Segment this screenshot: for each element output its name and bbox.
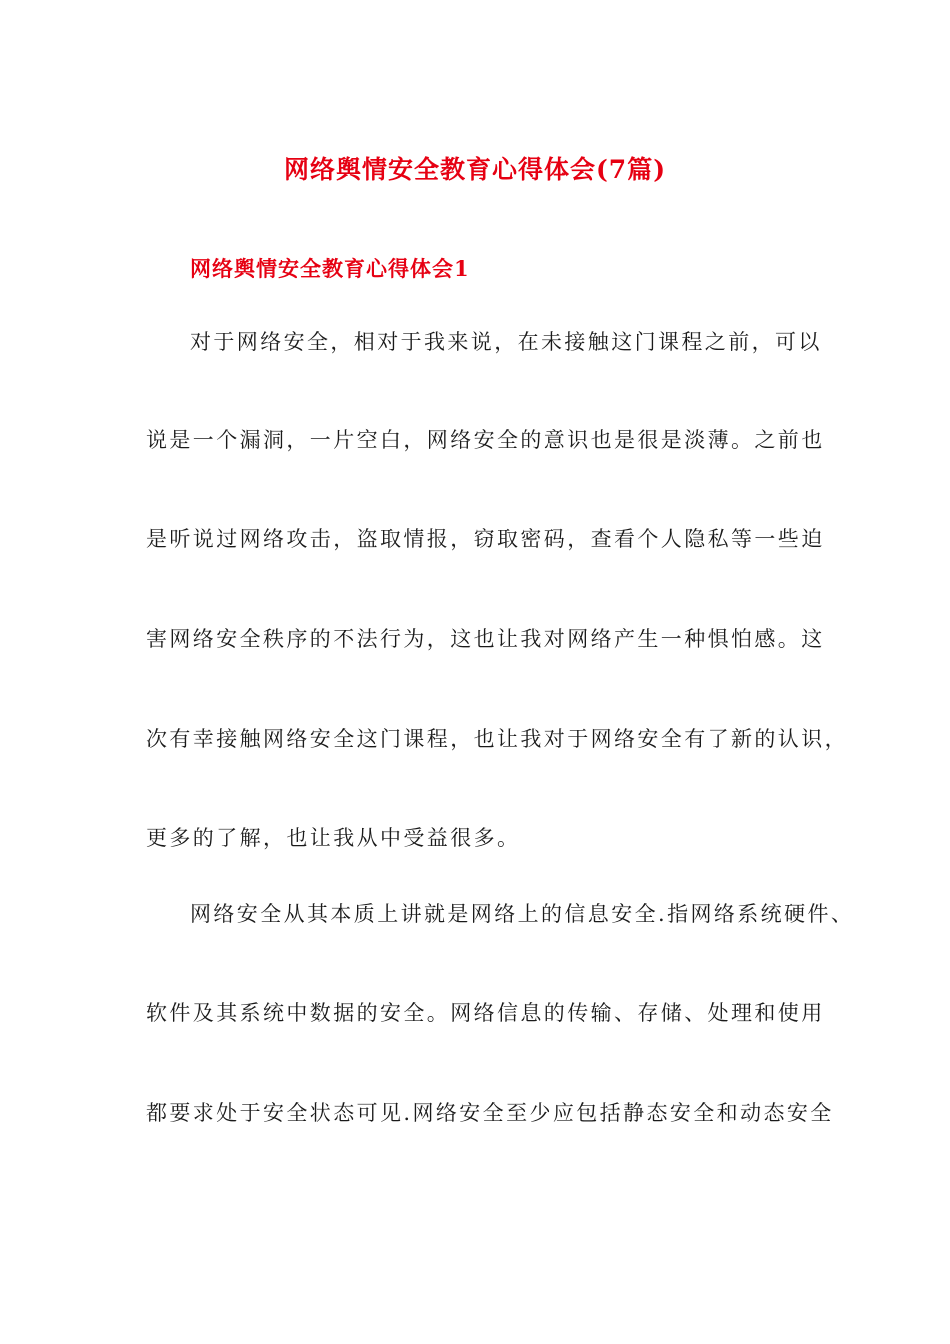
paragraph-line: 对于网络安全，相对于我来说，在未接触这门课程之前，可以 <box>190 330 822 354</box>
paragraph-line: 都要求处于安全状态可见.网络安全至少应包括静态安全和动态安全 <box>146 1101 834 1125</box>
document-title: 网络舆情安全教育心得体会(7篇) <box>283 155 667 184</box>
paragraph-line: 害网络安全秩序的不法行为，这也让我对网络产生一种惧怕感。这 <box>146 627 825 651</box>
section-heading: 网络舆情安全教育心得体会1 <box>190 256 470 281</box>
paragraph-line: 次有幸接触网络安全这门课程，也让我对于网络安全有了新的认识， <box>146 727 848 751</box>
paragraph-line: 是听说过网络攻击，盗取情报，窃取密码，查看个人隐私等一些迫 <box>146 527 825 551</box>
paragraph-line: 软件及其系统中数据的安全。网络信息的传输、存储、处理和使用 <box>146 1001 825 1025</box>
paragraph-line: 网络安全从其本质上讲就是网络上的信息安全.指网络系统硬件、 <box>190 902 855 926</box>
paragraph-line: 说是一个漏洞，一片空白，网络安全的意识也是很是淡薄。之前也 <box>146 428 825 452</box>
paragraph-line: 更多的了解，也让我从中受益很多。 <box>146 826 521 850</box>
